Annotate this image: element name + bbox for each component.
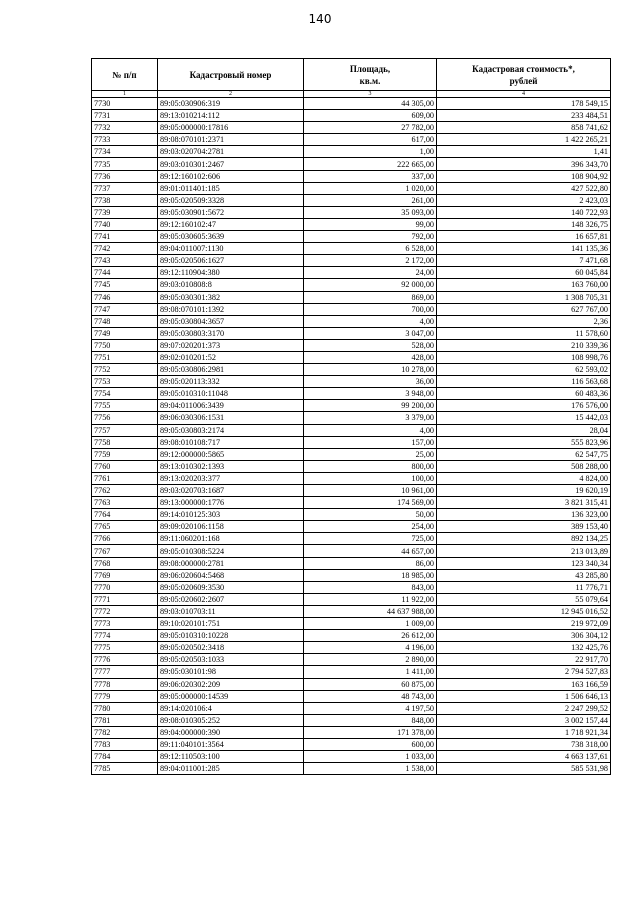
cadastral-value: 11 578,60 — [437, 327, 611, 339]
cadastral-number: 89:05:000000:14539 — [158, 690, 304, 702]
cadastral-number: 89:05:020609:3530 — [158, 581, 304, 593]
area-value: 843,00 — [304, 581, 437, 593]
area-value: 35 093,00 — [304, 206, 437, 218]
area-value: 700,00 — [304, 303, 437, 315]
cadastral-value: 116 563,68 — [437, 376, 611, 388]
cadastral-value: 136 323,00 — [437, 509, 611, 521]
cadastral-number: 89:05:020602:2607 — [158, 593, 304, 605]
table-row — [92, 424, 611, 436]
table-row — [92, 243, 611, 255]
table-row — [92, 618, 611, 630]
cadastral-number: 89:13:000000:1776 — [158, 497, 304, 509]
row-number: 7739 — [92, 206, 158, 218]
row-number: 7770 — [92, 581, 158, 593]
row-number: 7769 — [92, 569, 158, 581]
row-number: 7780 — [92, 702, 158, 714]
table-row — [92, 460, 611, 472]
row-number: 7745 — [92, 279, 158, 291]
row-number: 7762 — [92, 485, 158, 497]
cadastral-value: 2 423,03 — [437, 194, 611, 206]
row-number: 7744 — [92, 267, 158, 279]
area-value: 4,00 — [304, 424, 437, 436]
row-number: 7741 — [92, 231, 158, 243]
table-row — [92, 206, 611, 218]
row-number: 7763 — [92, 497, 158, 509]
cadastral-number: 89:06:020302:209 — [158, 678, 304, 690]
cadastral-value: 219 972,09 — [437, 618, 611, 630]
table-row — [92, 170, 611, 182]
row-number: 7779 — [92, 690, 158, 702]
area-value: 3 047,00 — [304, 327, 437, 339]
table-row — [92, 509, 611, 521]
row-number: 7740 — [92, 218, 158, 230]
cadastral-number: 89:05:020509:3328 — [158, 194, 304, 206]
area-value: 10 278,00 — [304, 364, 437, 376]
cadastral-number: 89:05:000000:17816 — [158, 122, 304, 134]
area-value: 25,00 — [304, 448, 437, 460]
column-index: 1 — [92, 91, 158, 98]
area-value: 2 172,00 — [304, 255, 437, 267]
area-value: 428,00 — [304, 351, 437, 363]
area-value: 800,00 — [304, 460, 437, 472]
cadastral-number: 89:12:160102:606 — [158, 170, 304, 182]
table-row — [92, 545, 611, 557]
cadastral-number: 89:05:030803:3170 — [158, 327, 304, 339]
cadastral-value: 7 471,68 — [437, 255, 611, 267]
cadastral-value: 19 620,19 — [437, 485, 611, 497]
table-row — [92, 231, 611, 243]
row-number: 7757 — [92, 424, 158, 436]
table-row — [92, 182, 611, 194]
cadastral-number: 89:13:010214:112 — [158, 110, 304, 122]
row-number: 7754 — [92, 388, 158, 400]
area-value: 848,00 — [304, 714, 437, 726]
cadastral-number: 89:11:040101:3564 — [158, 738, 304, 750]
area-value: 44 657,00 — [304, 545, 437, 557]
cadastral-value: 108 998,76 — [437, 351, 611, 363]
page-number: 140 — [308, 12, 332, 26]
cadastral-number: 89:05:030804:3657 — [158, 315, 304, 327]
cadastral-value: 3 002 157,44 — [437, 714, 611, 726]
row-number: 7761 — [92, 472, 158, 484]
cadastral-value: 858 741,62 — [437, 122, 611, 134]
cadastral-value: 16 657,81 — [437, 231, 611, 243]
cadastral-value: 62 593,02 — [437, 364, 611, 376]
row-number: 7753 — [92, 376, 158, 388]
area-value: 18 985,00 — [304, 569, 437, 581]
table-row — [92, 388, 611, 400]
cadastral-value: 210 339,36 — [437, 339, 611, 351]
area-value: 4 197,50 — [304, 702, 437, 714]
cadastral-value: 306 304,12 — [437, 630, 611, 642]
row-number: 7737 — [92, 182, 158, 194]
cadastral-number: 89:05:030301:382 — [158, 291, 304, 303]
table-row — [92, 267, 611, 279]
cadastral-value: 123 340,34 — [437, 557, 611, 569]
cadastral-number: 89:05:010308:5224 — [158, 545, 304, 557]
cadastral-value: 60 483,36 — [437, 388, 611, 400]
area-value: 11 922,00 — [304, 593, 437, 605]
row-number: 7772 — [92, 605, 158, 617]
cadastral-number: 89:03:020704:2781 — [158, 146, 304, 158]
cadastral-number: 89:03:010808:8 — [158, 279, 304, 291]
area-value: 60 875,00 — [304, 678, 437, 690]
row-number: 7748 — [92, 315, 158, 327]
table-row — [92, 678, 611, 690]
row-number: 7759 — [92, 448, 158, 460]
cadastral-value: 1 718 921,34 — [437, 726, 611, 738]
cadastral-value: 1 506 646,13 — [437, 690, 611, 702]
cadastral-value: 1 308 705,31 — [437, 291, 611, 303]
area-value: 1 009,00 — [304, 618, 437, 630]
table-row — [92, 702, 611, 714]
table-row — [92, 339, 611, 351]
area-value: 174 569,00 — [304, 497, 437, 509]
area-value: 171 378,00 — [304, 726, 437, 738]
column-index: 3 — [304, 91, 437, 98]
row-number: 7758 — [92, 436, 158, 448]
cadastral-value: 213 013,89 — [437, 545, 611, 557]
cadastral-number: 89:05:030803:2174 — [158, 424, 304, 436]
table-row — [92, 110, 611, 122]
row-number: 7735 — [92, 158, 158, 170]
area-value: 609,00 — [304, 110, 437, 122]
table-row — [92, 291, 611, 303]
area-value: 1 033,00 — [304, 751, 437, 763]
table-row — [92, 412, 611, 424]
area-value: 99,00 — [304, 218, 437, 230]
table-row — [92, 642, 611, 654]
table-row — [92, 714, 611, 726]
cadastral-number: 89:08:070101:1392 — [158, 303, 304, 315]
cadastral-number: 89:03:010703:11 — [158, 605, 304, 617]
row-number: 7775 — [92, 642, 158, 654]
row-number: 7783 — [92, 738, 158, 750]
cadastral-value: 176 576,00 — [437, 400, 611, 412]
table-row — [92, 630, 611, 642]
row-number: 7774 — [92, 630, 158, 642]
cadastral-number: 89:08:010305:252 — [158, 714, 304, 726]
cadastral-value: 1,41 — [437, 146, 611, 158]
table-row — [92, 751, 611, 763]
cadastral-value: 427 522,80 — [437, 182, 611, 194]
cadastral-number: 89:10:020101:751 — [158, 618, 304, 630]
header-cadastral-value: Кадастровая стоимость*, рублей — [437, 59, 611, 91]
cadastral-value: 62 547,75 — [437, 448, 611, 460]
cadastral-value: 60 045,84 — [437, 267, 611, 279]
area-value: 254,00 — [304, 521, 437, 533]
row-number: 7768 — [92, 557, 158, 569]
table-row — [92, 557, 611, 569]
cadastral-value: 4 663 137,61 — [437, 751, 611, 763]
area-value: 6 528,00 — [304, 243, 437, 255]
row-number: 7732 — [92, 122, 158, 134]
table-row — [92, 218, 611, 230]
cadastral-number: 89:06:030306:1531 — [158, 412, 304, 424]
row-number: 7755 — [92, 400, 158, 412]
cadastral-value: 4 824,00 — [437, 472, 611, 484]
cadastral-value: 585 531,98 — [437, 763, 611, 775]
cadastral-value: 2,36 — [437, 315, 611, 327]
cadastral-number: 89:02:010201:52 — [158, 351, 304, 363]
cadastral-value: 140 722,93 — [437, 206, 611, 218]
row-number: 7777 — [92, 666, 158, 678]
cadastral-number: 89:07:020201:373 — [158, 339, 304, 351]
cadastral-value: 396 343,70 — [437, 158, 611, 170]
area-value: 100,00 — [304, 472, 437, 484]
cadastral-number: 89:08:010108:717 — [158, 436, 304, 448]
table-row — [92, 533, 611, 545]
cadastral-number: 89:08:000000:2781 — [158, 557, 304, 569]
cadastral-number: 89:06:020604:5468 — [158, 569, 304, 581]
row-number: 7752 — [92, 364, 158, 376]
table-row — [92, 303, 611, 315]
cadastral-number: 89:14:020106:4 — [158, 702, 304, 714]
cadastral-number: 89:12:160102:47 — [158, 218, 304, 230]
cadastral-number: 89:05:020113:332 — [158, 376, 304, 388]
cadastral-value: 738 318,00 — [437, 738, 611, 750]
row-number: 7736 — [92, 170, 158, 182]
header-number: № п/п — [92, 59, 158, 91]
table-row — [92, 763, 611, 775]
cadastral-number: 89:03:020703:1687 — [158, 485, 304, 497]
row-number: 7743 — [92, 255, 158, 267]
cadastral-number: 89:09:020106:1158 — [158, 521, 304, 533]
table-row — [92, 255, 611, 267]
area-value: 1,00 — [304, 146, 437, 158]
table-row — [92, 593, 611, 605]
area-value: 792,00 — [304, 231, 437, 243]
area-value: 10 961,00 — [304, 485, 437, 497]
row-number: 7742 — [92, 243, 158, 255]
cadastral-number: 89:05:030806:2981 — [158, 364, 304, 376]
row-number: 7738 — [92, 194, 158, 206]
area-value: 1 538,00 — [304, 763, 437, 775]
table-row — [92, 605, 611, 617]
table-row — [92, 569, 611, 581]
area-value: 725,00 — [304, 533, 437, 545]
area-value: 617,00 — [304, 134, 437, 146]
table-row — [92, 194, 611, 206]
cadastral-table — [91, 58, 611, 775]
cadastral-value: 141 135,36 — [437, 243, 611, 255]
table-row — [92, 158, 611, 170]
area-value: 86,00 — [304, 557, 437, 569]
cadastral-value: 3 821 315,41 — [437, 497, 611, 509]
area-value: 44 637 988,00 — [304, 605, 437, 617]
row-number: 7767 — [92, 545, 158, 557]
cadastral-number: 89:05:030605:3639 — [158, 231, 304, 243]
cadastral-value: 233 484,51 — [437, 110, 611, 122]
table-row — [92, 472, 611, 484]
table-row — [92, 581, 611, 593]
cadastral-number: 89:05:020503:1033 — [158, 654, 304, 666]
row-number: 7733 — [92, 134, 158, 146]
table-row — [92, 521, 611, 533]
table-body — [92, 98, 611, 775]
area-value: 99 200,00 — [304, 400, 437, 412]
cadastral-number: 89:04:011001:285 — [158, 763, 304, 775]
row-number: 7778 — [92, 678, 158, 690]
cadastral-number: 89:11:060201:168 — [158, 533, 304, 545]
cadastral-number: 89:05:030101:98 — [158, 666, 304, 678]
cadastral-number: 89:04:011006:3439 — [158, 400, 304, 412]
header-area: Площадь, кв.м. — [304, 59, 437, 91]
cadastral-value: 163 166,59 — [437, 678, 611, 690]
cadastral-number: 89:14:010125:303 — [158, 509, 304, 521]
row-number: 7773 — [92, 618, 158, 630]
table-row — [92, 146, 611, 158]
area-value: 600,00 — [304, 738, 437, 750]
cadastral-value: 55 079,64 — [437, 593, 611, 605]
cadastral-value: 132 425,76 — [437, 642, 611, 654]
row-number: 7781 — [92, 714, 158, 726]
cadastral-value: 2 794 527,83 — [437, 666, 611, 678]
cadastral-number: 89:05:010310:10228 — [158, 630, 304, 642]
cadastral-value: 163 760,00 — [437, 279, 611, 291]
area-value: 2 890,00 — [304, 654, 437, 666]
cadastral-value: 28,04 — [437, 424, 611, 436]
row-number: 7766 — [92, 533, 158, 545]
row-number: 7765 — [92, 521, 158, 533]
area-value: 337,00 — [304, 170, 437, 182]
row-number: 7782 — [92, 726, 158, 738]
table-row — [92, 738, 611, 750]
table-row — [92, 351, 611, 363]
row-number: 7784 — [92, 751, 158, 763]
table-row — [92, 666, 611, 678]
cadastral-value: 43 285,80 — [437, 569, 611, 581]
cadastral-number: 89:05:020502:3418 — [158, 642, 304, 654]
column-index: 2 — [158, 91, 304, 98]
table-row — [92, 98, 611, 110]
cadastral-value: 892 134,25 — [437, 533, 611, 545]
cadastral-number: 89:03:010301:2467 — [158, 158, 304, 170]
cadastral-number: 89:05:030901:5672 — [158, 206, 304, 218]
area-value: 4,00 — [304, 315, 437, 327]
area-value: 44 305,00 — [304, 98, 437, 110]
area-value: 222 665,00 — [304, 158, 437, 170]
table-row — [92, 400, 611, 412]
table-row — [92, 654, 611, 666]
area-value: 26 612,00 — [304, 630, 437, 642]
cadastral-number: 89:01:011401:185 — [158, 182, 304, 194]
cadastral-number: 89:04:011007:1130 — [158, 243, 304, 255]
table-row — [92, 364, 611, 376]
row-number: 7747 — [92, 303, 158, 315]
area-value: 27 782,00 — [304, 122, 437, 134]
cadastral-value: 178 549,15 — [437, 98, 611, 110]
table-row — [92, 134, 611, 146]
cadastral-value: 12 945 016,52 — [437, 605, 611, 617]
cadastral-value: 15 442,03 — [437, 412, 611, 424]
area-value: 1 020,00 — [304, 182, 437, 194]
row-number: 7750 — [92, 339, 158, 351]
cadastral-value: 627 767,00 — [437, 303, 611, 315]
area-value: 3 948,00 — [304, 388, 437, 400]
area-value: 261,00 — [304, 194, 437, 206]
table-header-row — [92, 59, 611, 91]
area-value: 528,00 — [304, 339, 437, 351]
row-number: 7776 — [92, 654, 158, 666]
cadastral-value: 389 153,40 — [437, 521, 611, 533]
table-row — [92, 376, 611, 388]
table-row — [92, 279, 611, 291]
cadastral-value: 1 422 265,21 — [437, 134, 611, 146]
cadastral-number: 89:05:010310:11048 — [158, 388, 304, 400]
cadastral-number: 89:12:000000:5865 — [158, 448, 304, 460]
table-row — [92, 122, 611, 134]
row-number: 7756 — [92, 412, 158, 424]
cadastral-value: 108 904,92 — [437, 170, 611, 182]
row-number: 7785 — [92, 763, 158, 775]
header-cadastral-number: Кадастровый номер — [158, 59, 304, 91]
table-row — [92, 726, 611, 738]
table-row — [92, 327, 611, 339]
row-number: 7730 — [92, 98, 158, 110]
area-value: 4 196,00 — [304, 642, 437, 654]
table-row — [92, 485, 611, 497]
cadastral-value: 11 776,71 — [437, 581, 611, 593]
table-row — [92, 436, 611, 448]
cadastral-value: 2 247 299,52 — [437, 702, 611, 714]
cadastral-number: 89:05:030906:319 — [158, 98, 304, 110]
table-row — [92, 315, 611, 327]
table-row — [92, 690, 611, 702]
row-number: 7751 — [92, 351, 158, 363]
area-value: 869,00 — [304, 291, 437, 303]
row-number: 7749 — [92, 327, 158, 339]
cadastral-value: 508 288,00 — [437, 460, 611, 472]
row-number: 7760 — [92, 460, 158, 472]
cadastral-number: 89:13:020203:377 — [158, 472, 304, 484]
cadastral-number: 89:13:010302:1393 — [158, 460, 304, 472]
table-row — [92, 448, 611, 460]
table-row — [92, 497, 611, 509]
area-value: 157,00 — [304, 436, 437, 448]
area-value: 24,00 — [304, 267, 437, 279]
column-index: 4 — [437, 91, 611, 98]
row-number: 7734 — [92, 146, 158, 158]
cadastral-number: 89:12:110503:100 — [158, 751, 304, 763]
row-number: 7771 — [92, 593, 158, 605]
area-value: 50,00 — [304, 509, 437, 521]
cadastral-value: 22 917,70 — [437, 654, 611, 666]
cadastral-value: 148 326,75 — [437, 218, 611, 230]
row-number: 7764 — [92, 509, 158, 521]
area-value: 36,00 — [304, 376, 437, 388]
cadastral-number: 89:05:020506:1627 — [158, 255, 304, 267]
row-number: 7746 — [92, 291, 158, 303]
cadastral-number: 89:04:000000:390 — [158, 726, 304, 738]
area-value: 3 379,00 — [304, 412, 437, 424]
column-index-row — [92, 91, 611, 98]
area-value: 48 743,00 — [304, 690, 437, 702]
cadastral-value: 555 823,96 — [437, 436, 611, 448]
cadastral-number: 89:12:110904:380 — [158, 267, 304, 279]
cadastral-number: 89:08:070101:2371 — [158, 134, 304, 146]
area-value: 1 411,00 — [304, 666, 437, 678]
row-number: 7731 — [92, 110, 158, 122]
area-value: 92 000,00 — [304, 279, 437, 291]
